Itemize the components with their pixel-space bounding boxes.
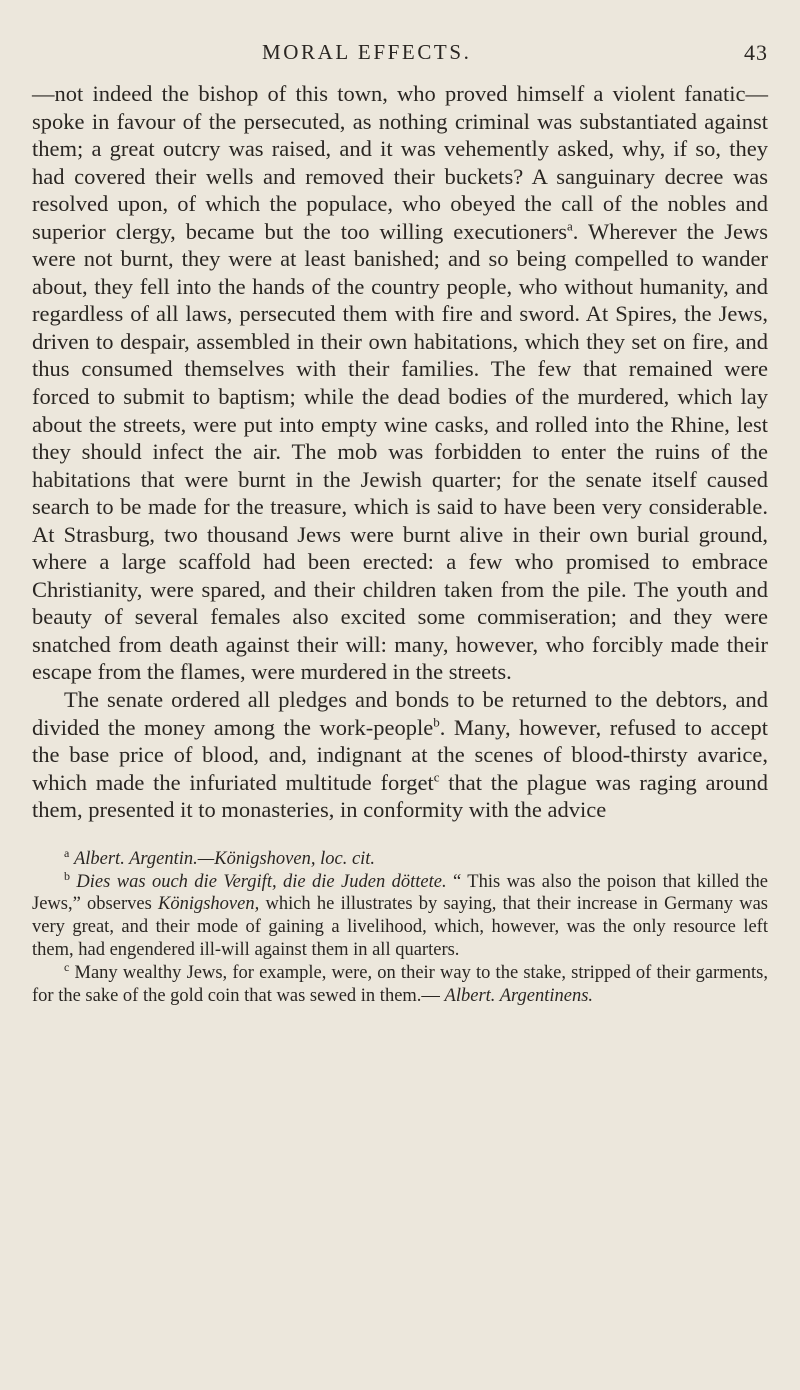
footnote-a-text: Albert. Argentin.—Königshoven, loc. cit. <box>73 848 376 869</box>
paragraph-1-text-start: —not indeed the bishop of this town, who proved himself a violent fanatic—spoke in favour of the persecuted, as nothing criminal was substantiated against them; a great outcry was raised, and it was vehemently asked, why, if so, they had covered their wells and removed their buckets? A sanguinary decree was resolved upon, of which the populace, who obeyed the call of the nobles and superior clergy, became but the too willing executioners <box>32 81 768 244</box>
footnote-b-author: Königshoven, <box>158 894 260 915</box>
footnote-b-mark: b <box>64 868 70 883</box>
page-number: 43 <box>744 40 768 65</box>
footnote-c-source: Albert. Argentinens. <box>444 985 594 1006</box>
footnote-ref-a: a <box>567 218 573 234</box>
footnote-a <box>32 845 768 871</box>
footnote-c-text: Many wealthy Jews, for example, were, on their way to the stake, stripped of their garments, for the sake of the gold coin that was sewed in them.— <box>32 962 768 1006</box>
footnote-ref-b: b <box>433 714 440 730</box>
paragraph-1-text-end: . Wherever the Jews were not burnt, they were at least banished; and so being compelled to wander about, they fell into the hands of the country people, who without humanity, and regardless of all laws, persecuted them with fire and sword. At Spires, the Jews, driven to despair, assembled in their own habitations, which they set on fire, and thus consumed themselves with their families. The few that remained were forced to submit to baptism; while the dead bodies of the murdered, which lay about the streets, were put into empty wine casks, and rolled into the Rhine, lest they should infect the air. The mob was forbidden to enter the ruins of the habitations that were burnt in the Jewish quarter; for the senate itself caused search to be made for the treasure, which is said to have been very considerable. At Strasburg, two thousand Jews were burnt alive in their own burial ground, where a large scaffold had been erected: a few who promised to embrace Christianity, were spared, and their children taken from the pile. The youth and beauty of several females also excited some commiseration; and they were snatched from death against their will: many, however, who forcibly made their escape from the flames, were murdered in the streets. <box>32 218 769 685</box>
paragraph-1 <box>32 80 768 686</box>
footnote-b <box>32 868 769 962</box>
paragraph-2-text-middle: . Many, however, refused to accept the base price of blood, and, indignant at the scenes of blood-thirsty avarice, which made the infuriated multitude forget <box>32 714 769 795</box>
footnotes <box>32 845 769 1008</box>
footnote-c-mark: c <box>64 959 70 974</box>
footnote-a-mark: a <box>64 845 70 860</box>
paragraph-2 <box>32 686 768 824</box>
running-title: MORAL EFFECTS. <box>262 40 472 64</box>
footnote-c <box>32 959 768 1008</box>
paragraph-2-text-end: that the plague was raging around them, presented it to monasteries, in conformity with the advice <box>32 769 768 823</box>
running-head <box>0 34 800 74</box>
footnote-b-text-1: “ This was also the poison that killed the Jews,” observes <box>32 871 769 915</box>
body-text <box>32 80 768 824</box>
footnote-b-quote: Dies was ouch die Vergift, die die Juden döttete. <box>76 871 447 892</box>
footnote-ref-c: c <box>433 769 440 785</box>
paragraph-2-text-start: The senate ordered all pledges and bonds to be returned to the debtors, and divided the money among the work-people <box>32 687 768 740</box>
footnote-b-text-2: which he illustrates by saying, that their increase in Germany was very great, and their mode of gaining a livelihood, which, however, was the only resource left them, had engendered ill-will against them in all quarters. <box>32 894 768 960</box>
